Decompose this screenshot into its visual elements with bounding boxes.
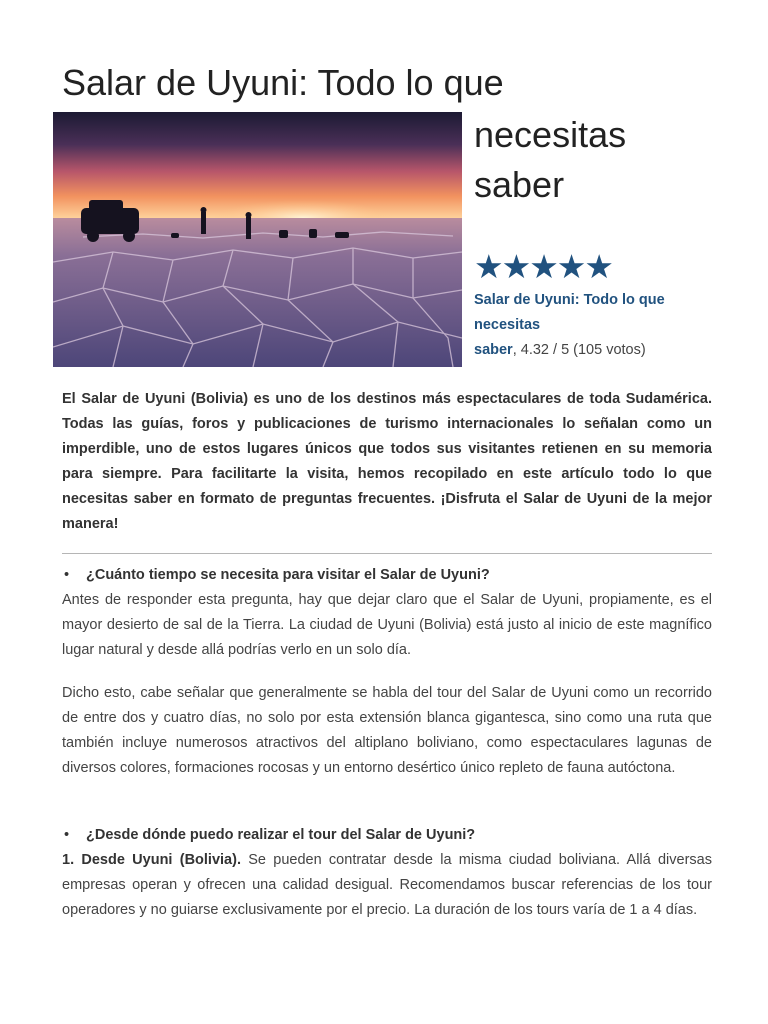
faq-answer-paragraph (62, 848, 712, 923)
star-icon[interactable]: ★ (474, 248, 502, 285)
star-rating[interactable] (474, 250, 612, 284)
answer-text: Se pueden contratar desde la misma ciudad boliviana. Allá diversas empresas operan y ofrecen una calidad desigual. Recomendamos buscar referencias de los tour operadores y no guiarse exclusivamente por el precio. La duración de los tours varía de 1 a 4 días. (62, 852, 712, 918)
article-title-continued (474, 110, 626, 210)
star-icon[interactable]: ★ (584, 248, 612, 285)
title-line-3: saber (474, 164, 565, 205)
title-line-2: necesitas (474, 114, 627, 155)
rating-link-line3: saber (474, 342, 513, 358)
rating-score: , 4.32 / 5 (105 votos) (512, 342, 646, 358)
star-icon[interactable]: ★ (556, 248, 585, 285)
rating-link-line1: Salar de Uyuni: Todo lo que (474, 292, 665, 308)
star-icon[interactable]: ★ (501, 248, 530, 285)
faq-answer-paragraph: Dicho esto, cabe señalar que generalmente se habla del tour del Salar de Uyuni como un recorrido de entre dos y cuatro días, no solo por esta extensión blanca gigantesca, sino como una ruta que también incluye numerosos atractivos del altiplano boliviano, como espectaculares lagunas de diversos colores, formaciones rocosas y un entorno desértico único repleto de fauna autóctona. (62, 685, 712, 776)
faq-question: • ¿Desde dónde puedo realizar el tour del Salar de Uyuni? (86, 823, 475, 848)
article-intro: El Salar de Uyuni (Bolivia) es uno de los destinos más espectaculares de toda Sudamérica. Todas las guías, foros y publicaciones de turismo internacionales lo señalan como un imperdible, uno de estos lugares únicos que todos sus visitantes retienen en su memoria para siempre. Para facilitarte la visita, hemos recopilado en este artículo todo lo que necesitas saber en formato de preguntas frecuentes. ¡Disfruta el Salar de Uyuni de la mejor manera! (62, 391, 712, 532)
rating-link-line2: necesitas (474, 317, 541, 333)
faq-question: • ¿Cuánto tiempo se necesita para visitar el Salar de Uyuni? (86, 563, 490, 588)
salt-flat-sunset-photo (53, 112, 462, 367)
star-icon[interactable]: ★ (529, 248, 557, 285)
hero-image (53, 112, 462, 367)
faq-answer-paragraph: Antes de responder esta pregunta, hay que dejar claro que el Salar de Uyuni, propiamente, es el mayor desierto de sal de la Tierra. La ciudad de Uyuni (Bolivia) está justo al inicio de este magnífico lugar natural y desde allá podrías verlo en un solo día. (62, 592, 712, 658)
rating-summary (474, 288, 714, 363)
answer-lead: 1. Desde Uyuni (Bolivia). (62, 852, 241, 868)
article-title: Salar de Uyuni: Todo lo que (62, 62, 504, 103)
section-divider (62, 553, 712, 554)
